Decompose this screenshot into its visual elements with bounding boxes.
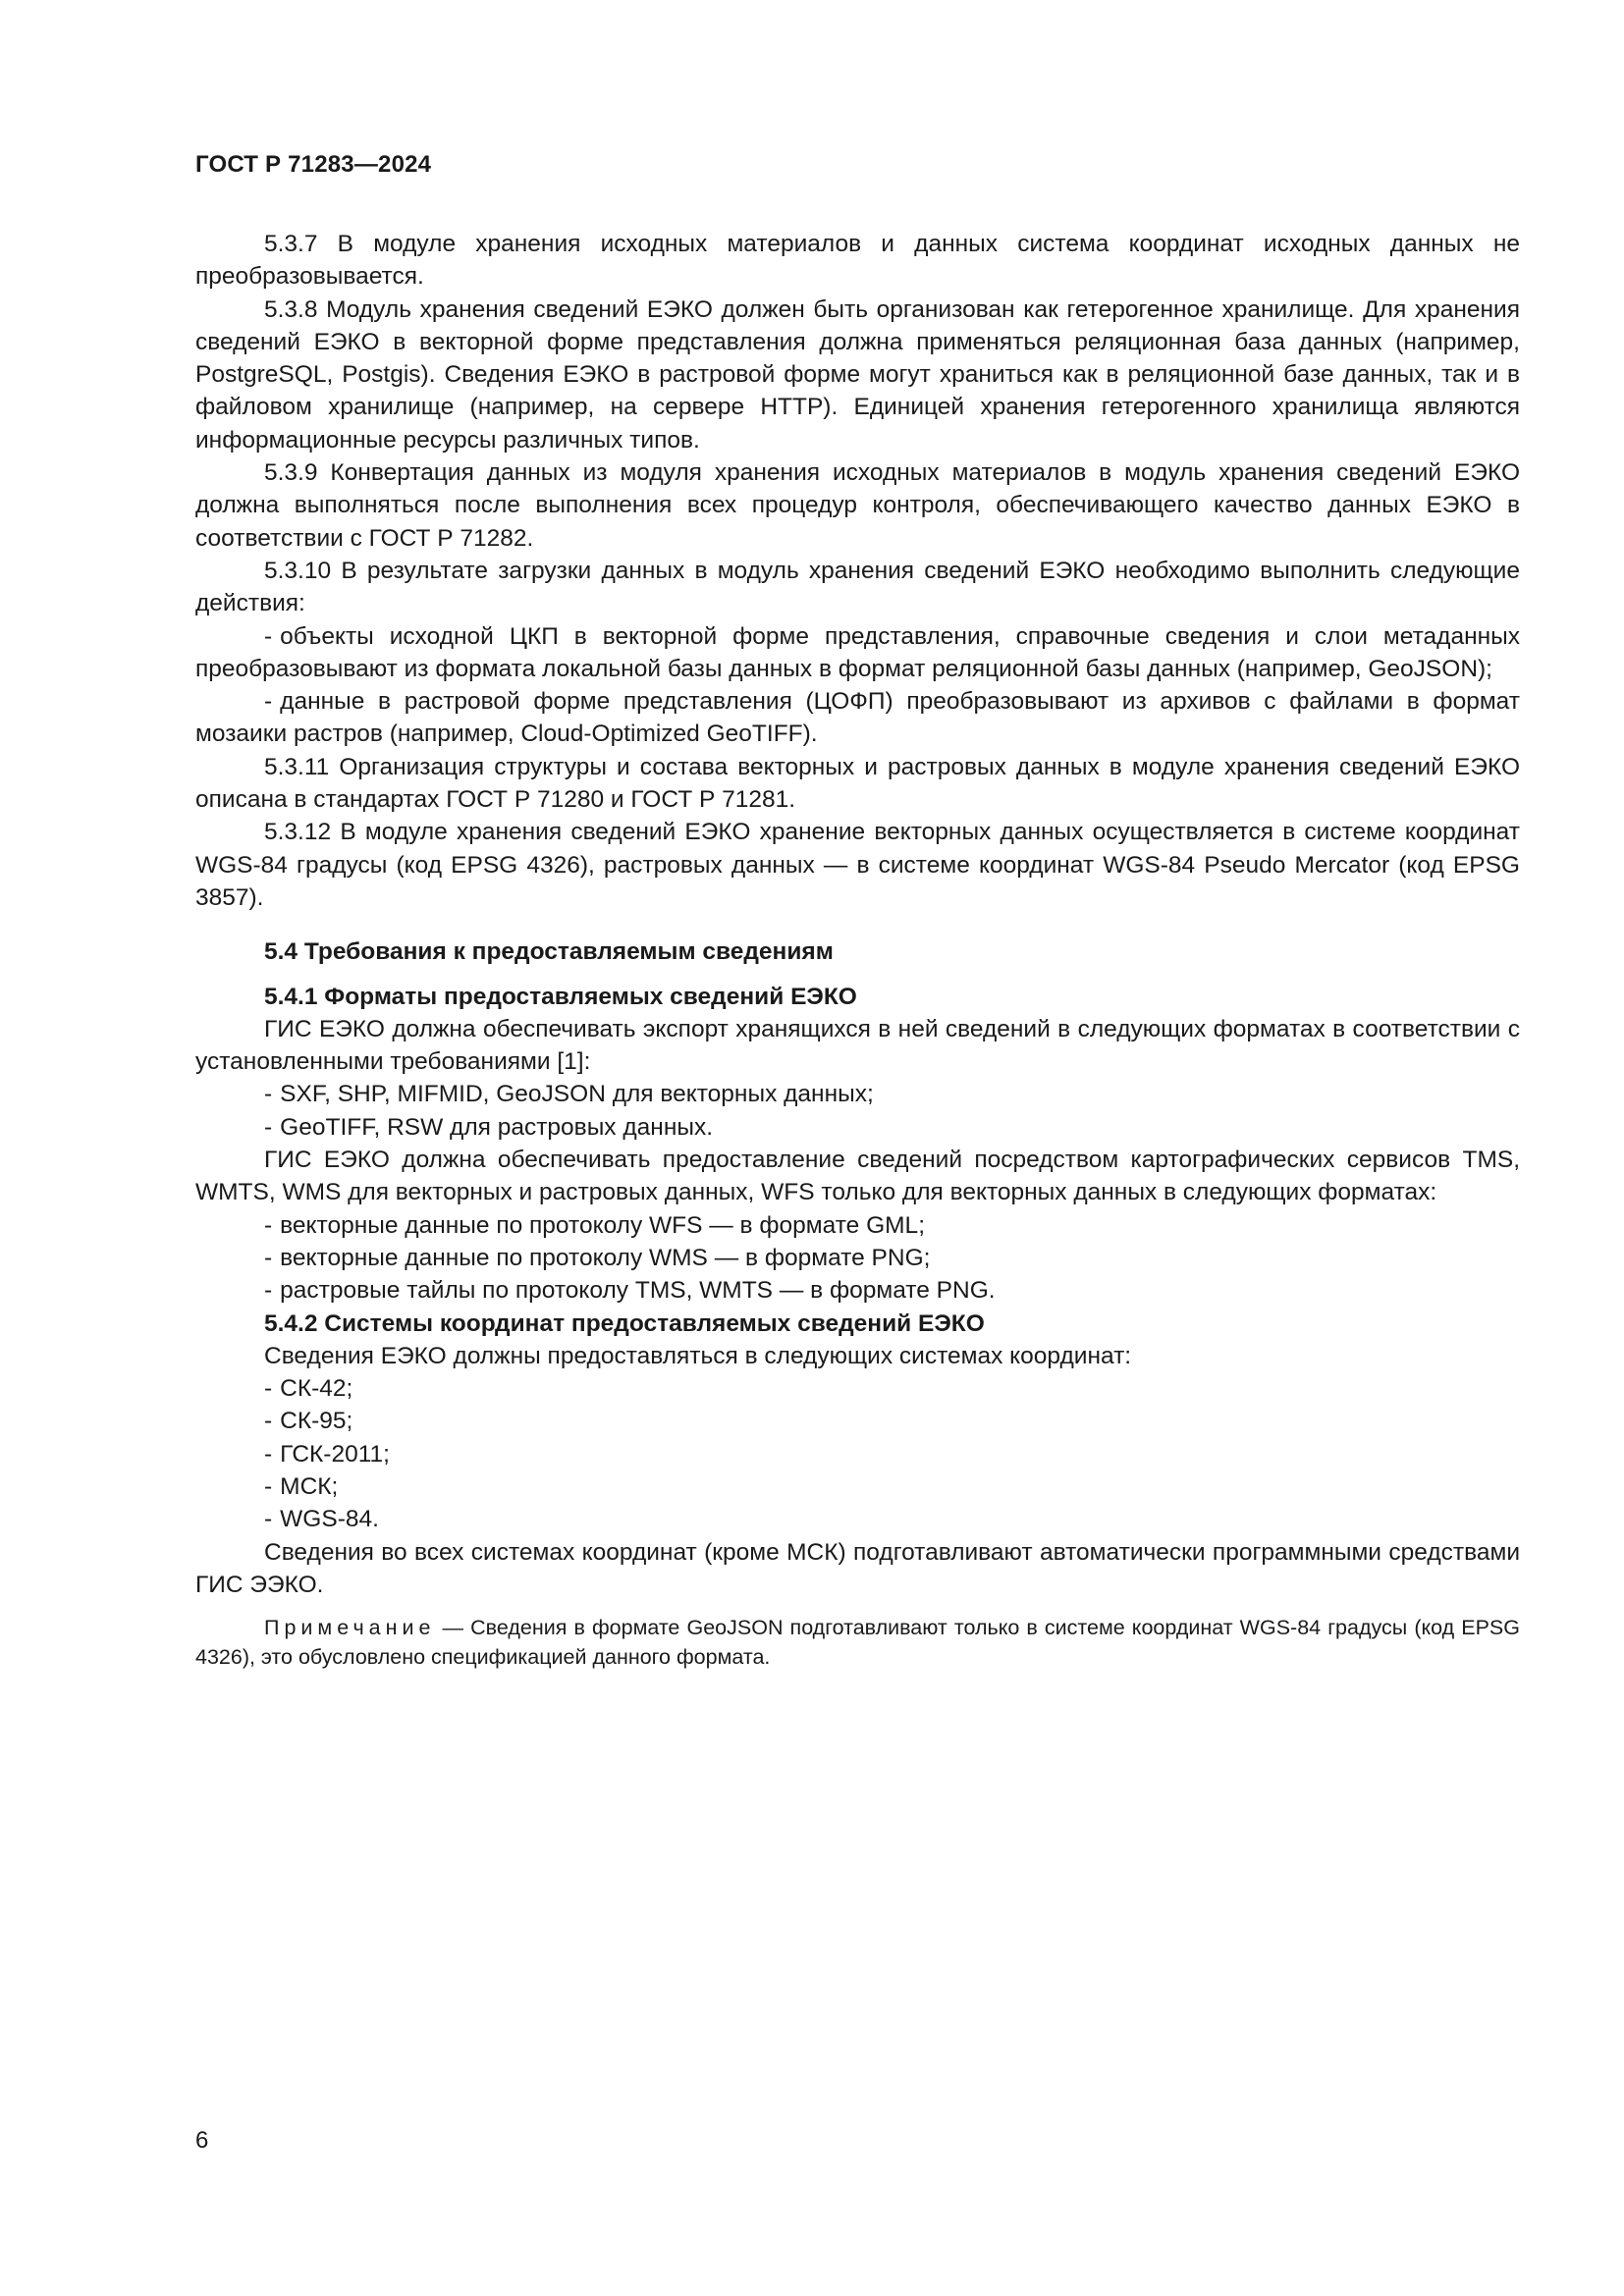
list-item-text: СК-42; — [280, 1375, 353, 1403]
note — [195, 1613, 1520, 1672]
section-heading-5-4: 5.4 Требования к предоставляемым сведениям — [264, 938, 834, 966]
list-item — [195, 685, 1520, 751]
list-item — [195, 1111, 1520, 1144]
dash-marker: - — [264, 622, 273, 650]
list-item — [195, 1438, 1520, 1470]
dash-marker: - — [264, 1472, 273, 1500]
paragraph-5-3-12: 5.3.12 В модуле хранения сведений ЕЭКО хранение векторных данных осуществляется в системе координат WGS-84 градусы (код EPSG 4326), растровых данных — в системе координат WGS-84 Pseudo Mercator (код EPSG 3857). — [195, 819, 1520, 911]
document-body — [195, 228, 1520, 1693]
dash-marker: - — [264, 688, 273, 716]
dash-marker: - — [264, 1113, 273, 1141]
list-item-text: объекты исходной ЦКП в векторной форме представления, справочные сведения и слои метаданных преобразовывают из формата локальной базы данных в формат реляционной базы данных (например, GeoJSON); — [195, 622, 1520, 682]
list-item-text: векторные данные по протоколу WMS — в формате PNG; — [280, 1244, 931, 1271]
paragraph-5-3-7: 5.3.7 В модуле хранения исходных материалов и данных система координат исходных данных не преобразовывается. — [195, 231, 1520, 291]
list-item — [195, 1503, 1520, 1535]
paragraph-5-4-2-auto: Сведения во всех системах координат (кроме МСК) подготавливают автоматически программными средствами ГИС ЭЭКО. — [195, 1538, 1520, 1598]
list-item — [195, 1405, 1520, 1437]
list-item — [195, 1242, 1520, 1274]
list-item-text: МСК; — [280, 1472, 339, 1500]
note-text: — Сведения в формате GeoJSON подготавливают только в системе координат WGS-84 градусы (код EPSG 4326), это обусловлено спецификацией данного формата. — [195, 1616, 1520, 1670]
list-item-text: SXF, SHP, MIFMID, GeoJSON для векторных данных; — [280, 1081, 874, 1108]
list-item-text: векторные данные по протоколу WFS — в формате GML; — [280, 1211, 925, 1239]
list-item — [195, 1274, 1520, 1307]
paragraph-5-3-8: 5.3.8 Модуль хранения сведений ЕЭКО должен быть организован как гетерогенное хранилище. Для хранения сведений ЕЭКО в векторной форме представления должна применяться реляционная база данных (например, PostgreSQL, Postgis). Сведения ЕЭКО в растровой форме могут храниться как в реляционной базе данных, так и в файловом хранилище (например, на сервере HTTP). Единицей хранения гетерогенного хранилища являются информационные ресурсы различных типов. — [195, 295, 1520, 454]
list-item-text: данные в растровой форме представления (ЦОФП) преобразовывают из архивов с файлами в формат мозаики растров (например, Cloud-Optimized GeoTIFF). — [195, 688, 1520, 748]
list-item — [195, 620, 1520, 686]
dash-marker: - — [264, 1277, 273, 1305]
subsection-heading-5-4-2: 5.4.2 Системы координат предоставляемых сведений ЕЭКО — [264, 1309, 985, 1337]
dash-marker: - — [264, 1211, 273, 1239]
dash-marker: - — [264, 1244, 273, 1271]
list-item-text: GeoTIFF, RSW для растровых данных. — [280, 1113, 714, 1141]
dash-marker: - — [264, 1506, 273, 1533]
list-item — [195, 1209, 1520, 1242]
list-item-text: WGS-84. — [280, 1506, 379, 1533]
paragraph-5-3-11: 5.3.11 Организация структуры и состава векторных и растровых данных в модуле хранения сведений ЕЭКО описана в стандартах ГОСТ Р 71280 и ГОСТ Р 71281. — [195, 753, 1520, 814]
page-number: 6 — [195, 2127, 209, 2154]
paragraph-5-4-1-services: ГИС ЕЭКО должна обеспечивать предоставление сведений посредством картографических сервисов TMS, WMTS, WMS для векторных и растровых данных, WFS только для векторных данных в следующих форматах: — [195, 1147, 1520, 1206]
paragraph-5-3-10: 5.3.10 В результате загрузки данных в модуль хранения сведений ЕЭКО необходимо выполнить следующие действия: — [195, 557, 1520, 617]
dash-marker: - — [264, 1375, 273, 1403]
document-code-header: ГОСТ Р 71283—2024 — [195, 151, 432, 178]
list-item — [195, 1372, 1520, 1405]
subsection-heading-5-4-1: 5.4.1 Форматы предоставляемых сведений ЕЭКО — [264, 983, 857, 1010]
dash-marker: - — [264, 1081, 273, 1108]
paragraph-5-3-9: 5.3.9 Конвертация данных из модуля хранения исходных материалов в модуль хранения сведений ЕЭКО должна выполняться после выполнения всех процедур контроля, обеспечивающего качество данных ЕЭКО в соответствии с ГОСТ Р 71282. — [195, 459, 1520, 552]
note-label: Примечание — [264, 1616, 436, 1640]
list-item — [195, 1470, 1520, 1503]
list-item-text: растровые тайлы по протоколу TMS, WMTS — в формате PNG. — [280, 1277, 996, 1305]
dash-marker: - — [264, 1408, 273, 1435]
list-item-text: ГСК-2011; — [280, 1440, 390, 1468]
dash-marker: - — [264, 1440, 273, 1468]
list-item-text: СК-95; — [280, 1408, 353, 1435]
paragraph-5-4-2-intro: Сведения ЕЭКО должны предоставляться в следующих системах координат: — [264, 1342, 1132, 1369]
paragraph-5-4-1-intro: ГИС ЕЭКО должна обеспечивать экспорт хранящихся в ней сведений в следующих форматах в соответствии с установленными требованиями [1]: — [195, 1015, 1520, 1076]
list-item — [195, 1078, 1520, 1110]
